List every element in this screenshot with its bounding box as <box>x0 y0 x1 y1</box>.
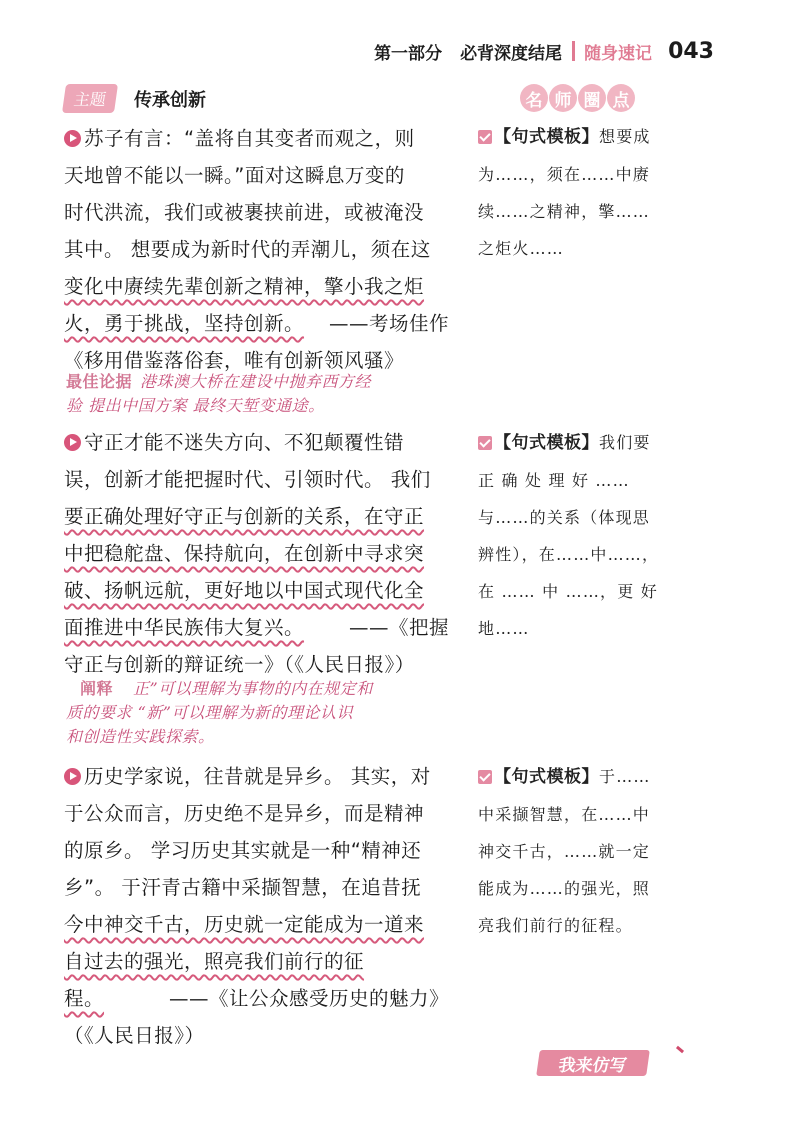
source: ——考场佳作 <box>328 312 449 335</box>
page-header <box>374 36 714 66</box>
passage-line: 自过去的强光，照亮我们前行的征 <box>64 950 365 973</box>
passage-line: 变化中赓续先辈创新之精神，擎小我之炬 <box>64 275 425 298</box>
passage-line: 程。 ——《让公众感受历史的魅力》 <box>64 980 449 1017</box>
checkbox-icon <box>478 130 492 144</box>
passage-line: 乡”。 于汗青古籍中采撷智慧，在追昔抚 <box>64 876 422 899</box>
passage-line: 天地曾不能以一瞬。”面对这瞬息万变的 <box>64 164 405 187</box>
passage-source: 守正与创新的辩证统一》（《人民日报》） <box>64 653 415 676</box>
topic-row <box>64 84 206 113</box>
passage-line: 面推进中华民族伟大复兴。 ——《把握 <box>64 609 449 646</box>
header-divider <box>572 41 575 61</box>
topic-badge: 主题 <box>62 84 118 113</box>
topic-title: 传承创新 <box>134 89 207 111</box>
template-label: 【句式模板】 <box>494 767 599 787</box>
side-template-2: 【句式模板】我们要 正 确 处 理 好 …… 与……的关系（体现思 辨性），在……中……， 在 …… 中 ……，更 好 地…… <box>478 433 660 638</box>
passage-line: 今中神交千古，历史就一定能成为一道来 <box>64 913 425 936</box>
header-quick-note: 随身速记 <box>584 43 653 64</box>
header-part: 第一部分 <box>374 43 443 64</box>
template-label: 【句式模板】 <box>494 433 599 453</box>
passage-line: 历史学家说，往昔就是异乡。 其实，对 <box>64 758 449 795</box>
passage-line: 的原乡。 学习历史其实就是一种“精神还 <box>64 839 422 862</box>
passage-line: 误，创新才能把握时代、引领时代。 我们 <box>64 468 431 491</box>
note-label: 阐释 <box>80 679 114 698</box>
template-label: 【句式模板】 <box>494 127 599 147</box>
passage-line: 于公众而言，历史绝不是异乡，而是精神 <box>64 802 425 825</box>
teacher-char: 名 <box>520 84 548 112</box>
passage-line: 守正才能不迷失方向、不犯颠覆性错 <box>64 424 449 461</box>
teacher-char: 师 <box>549 84 577 112</box>
play-bullet-icon <box>64 768 81 785</box>
side-template-3: 【句式模板】于…… 中采撷智慧，在……中 神交千古，……就一定 能成为……的强光，照 亮我们前行的征程。 <box>478 767 651 935</box>
checkbox-icon <box>478 436 492 450</box>
passage-line: 破、扬帆远航，更好地以中国式现代化全 <box>64 579 425 602</box>
passage-line: 中把稳舵盘、保持航向，在创新中寻求突 <box>64 542 425 565</box>
passage-line: 苏子有言：“盖将自其变者而观之，则 <box>64 120 449 157</box>
teacher-notes-heading <box>520 84 636 112</box>
header-section: 必背深度结尾 <box>460 43 563 64</box>
passage-line: 其中。 想要成为新时代的弄潮儿，须在这 <box>64 238 431 261</box>
note-best-evidence: 最佳论据 港珠澳大桥在建设中抛弃西方经 验 提出中国方案 最终天堑变通途。 <box>66 372 372 415</box>
passage-source: 《移用借鉴落俗套，唯有创新领风骚》 <box>64 349 405 372</box>
passage-line: 时代洪流，我们或被裹挟前进，或被淹没 <box>64 201 425 224</box>
passage-line: 要正确处理好守正与创新的关系，在守正 <box>64 505 425 528</box>
passage-source: （《人民日报》） <box>64 1024 205 1047</box>
pencil-icon <box>676 1046 684 1053</box>
source: ——《让公众感受历史的魅力》 <box>168 987 449 1010</box>
play-bullet-icon <box>64 434 81 451</box>
teacher-char: 圈 <box>578 84 606 112</box>
page-number: 043 <box>668 38 714 64</box>
teacher-char: 点 <box>607 84 635 112</box>
note-explanation: 阐释 正”可以理解为事物的内在规定和 质的要求 “新”可以理解为新的理论认识 和创造性实践探索。 <box>66 679 373 746</box>
passage-2 <box>64 424 449 683</box>
checkbox-icon <box>478 770 492 784</box>
note-label: 最佳论据 <box>66 372 133 391</box>
passage-1 <box>64 120 449 379</box>
passage-3 <box>64 758 449 1054</box>
passage-line: 火，勇于挑战，坚持创新。 ——考场佳作 <box>64 305 449 342</box>
side-template-1: 【句式模板】想要成 为……，须在……中赓 续……之精神，擎…… 之炬火…… <box>478 127 651 258</box>
imitate-writing-button[interactable]: 我来仿写 <box>536 1050 650 1076</box>
play-bullet-icon <box>64 130 81 147</box>
source: ——《把握 <box>348 616 449 639</box>
